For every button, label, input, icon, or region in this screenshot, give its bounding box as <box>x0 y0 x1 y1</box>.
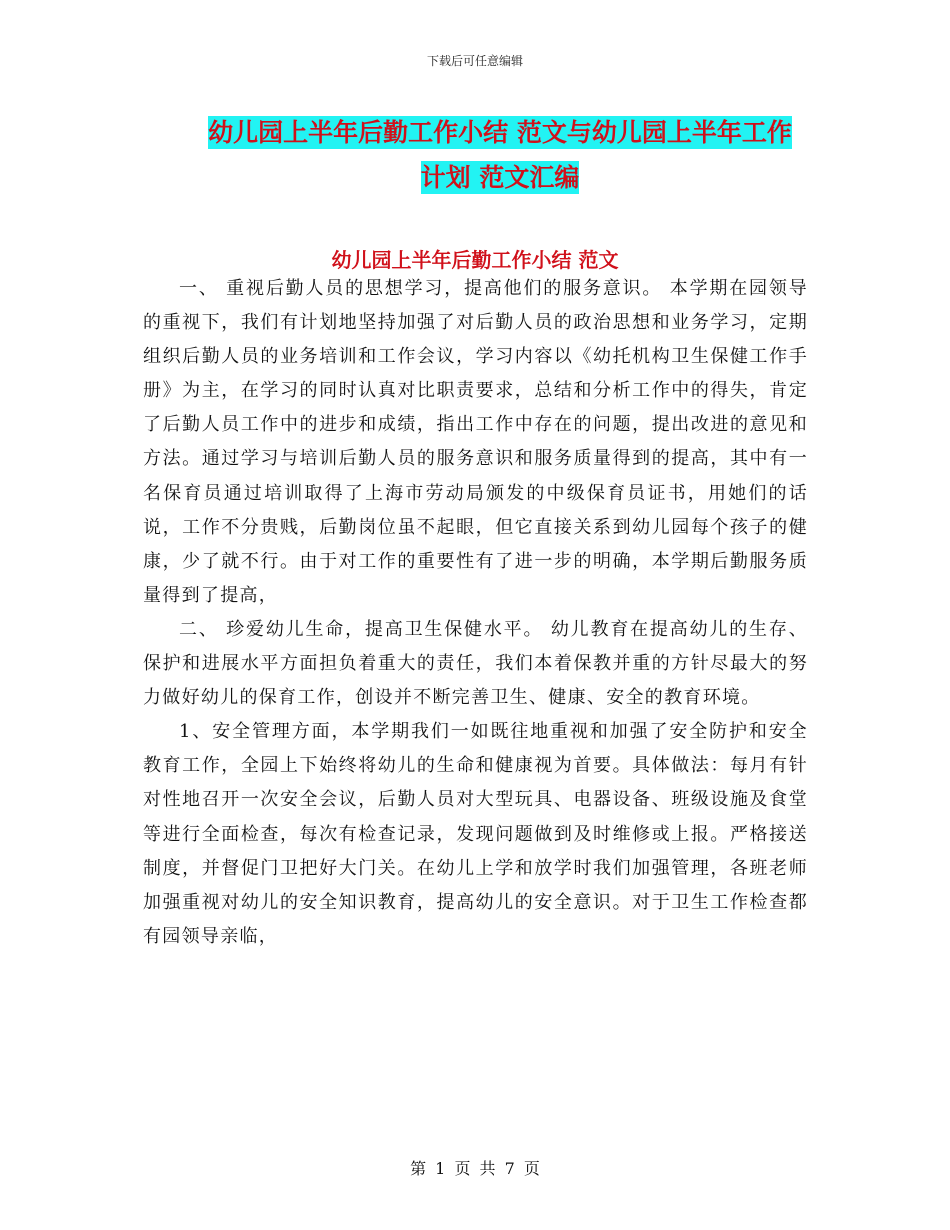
body-paragraph-1: 一、 重视后勤人员的思想学习，提高他们的服务意识。 本学期在园领导的重视下，我们有计划地坚持加强了对后勤人员的政治思想和业务学习，定期组织后勤人员的业务培训和工作会议，学习内容以《幼托机构卫生保健工作手册》为主，在学习的同时认真对比职责要求，总结和分析工作中的得失，肯定了后勤人员工作中的进步和成绩，指出工作中存在的问题，提出改进的意见和方法。通过学习与培训后勤人员的服务意识和服务质量得到的提高，其中有一名保育员通过培训取得了上海市劳动局颁发的中级保育员证书，用她们的话说，工作不分贵贱，后勤岗位虽不起眼，但它直接关系到幼儿园每个孩子的健康，少了就不行。由于对工作的重要性有了进一步的明确，本学期后勤服务质量得到了提高， <box>143 278 808 606</box>
page-footer-number: 第 1 页 共 7 页 <box>410 1159 540 1178</box>
page-header-note: 下载后可任意编辑 <box>426 54 523 68</box>
document-title-line-2: 计划 范文汇编 <box>420 163 580 192</box>
section-title: 幼儿园上半年后勤工作小结 范文 <box>331 248 619 272</box>
document-body <box>143 272 808 954</box>
document-title <box>140 110 860 200</box>
body-paragraph-3: 1、安全管理方面，本学期我们一如既往地重视和加强了安全防护和安全教育工作，全园上下始终将幼儿的生命和健康视为首要。具体做法：每月有针对性地召开一次安全会议，后勤人员对大型玩具、电器设备、班级设施及食堂等进行全面检查，每次有检查记录，发现问题做到及时维修或上报。严格接送制度，并督促门卫把好大门关。在幼儿上学和放学时我们加强管理，各班老师加强重视对幼儿的安全知识教育，提高幼儿的安全意识。对于卫生工作检查都有园领导亲临， <box>143 721 808 947</box>
document-title-line-1: 幼儿园上半年后勤工作小结 范文与幼儿园上半年工作 <box>208 118 792 147</box>
body-paragraph-2: 二、 珍爱幼儿生命，提高卫生保健水平。 幼儿教育在提高幼儿的生存、保护和进展水平方面担负着重大的责任，我们本着保教并重的方针尽最大的努力做好幼儿的保育工作，创设并不断完善卫生、健康、安全的教育环境。 <box>143 618 808 709</box>
